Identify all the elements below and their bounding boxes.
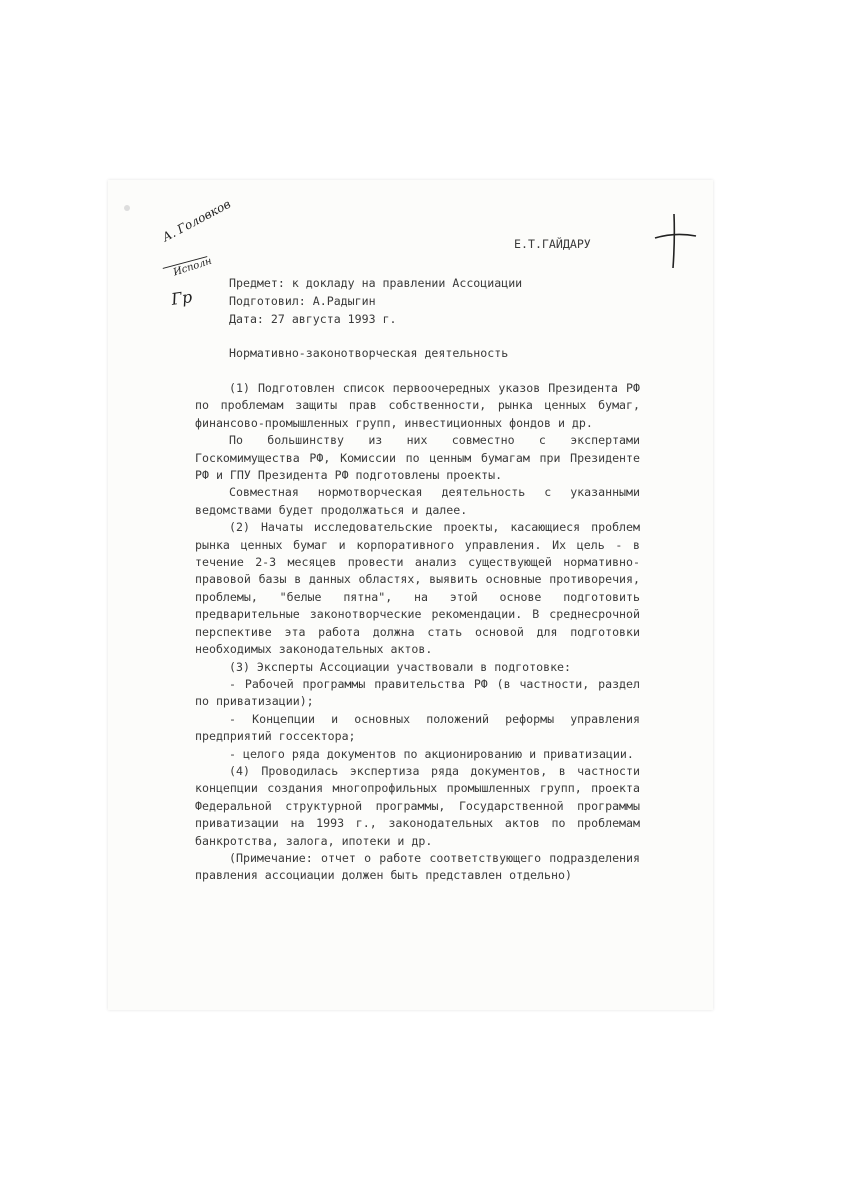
paragraph-note: (Примечание: отчет о работе соответствующего подразделения правления ассоциации должен быть представлен отдельно) — [195, 850, 640, 883]
handwritten-sub-note: Исполн — [172, 255, 214, 279]
list-item-1: - Рабочей программы правительства РФ (в частности, раздел по приватизации); — [195, 676, 640, 709]
paragraph-1: (1) Подготовлен список первоочередных указов Президента РФ по проблемам защиты прав собственности, рынка ценных бумаг, финансово-промышленных групп, инвестиционных фондов и др. — [195, 381, 640, 430]
handwritten-initials: Гр — [170, 287, 194, 309]
paper-speck — [124, 205, 130, 211]
paragraph-3: Совместная нормотворческая деятельность с указанными ведомствами будет продолжаться и далее. — [195, 485, 640, 517]
list-item-3: - целого ряда документов по акционированию и приватизации. — [229, 746, 634, 761]
subject-line: Предмет: к докладу на правлении Ассоциации — [229, 276, 523, 290]
section-title: Нормативно-законотворческая деятельность — [229, 346, 509, 360]
date-line: Дата: 27 августа 1993 г. — [229, 312, 397, 326]
paragraph-6: (4) Проводилась экспертиза ряда документов, в частности концепции создания многопрофильных промышленных групп, проекта Федеральной структурной программы, Государственной программы приватизации на 1993 г., законодательных актов по проблемам банкротства, залога, ипотеки и др. — [195, 763, 640, 848]
list-item-2: - Концепции и основных положений реформы управления предприятий госсектора; — [195, 711, 640, 744]
addressee: Е.Т.ГАЙДАРУ — [514, 237, 591, 251]
document-body — [195, 380, 640, 885]
prepared-by-line: Подготовил: А.Радыгин — [229, 294, 376, 308]
paragraph-2: По большинству из них совместно с экспертами Госкомимущества РФ, Комиссии по ценным бумагам при Президенте РФ и ГПУ Президента РФ подготовлены проекты. — [195, 433, 640, 483]
paragraph-5: (3) Эксперты Ассоциации участвовали в подготовке: — [229, 659, 572, 674]
handwritten-name-note: А. Головков — [160, 196, 233, 245]
paragraph-4: (2) Начаты исследовательские проекты, касающиеся проблем рынка ценных бумаг и корпоративного управления. Их цель - в течение 2-3 месяцев провести анализ существующей нормативно-правовой базы в данных областях, выявить основные противоречия, проблемы, "белые пятна", на этой основе подготовить предварительные законотворческие рекомендации. В среднесрочной перспективе эта работа должна стать основой для подготовки необходимых законодательных актов. — [195, 520, 640, 657]
plus-cross-mark-icon — [650, 210, 700, 270]
